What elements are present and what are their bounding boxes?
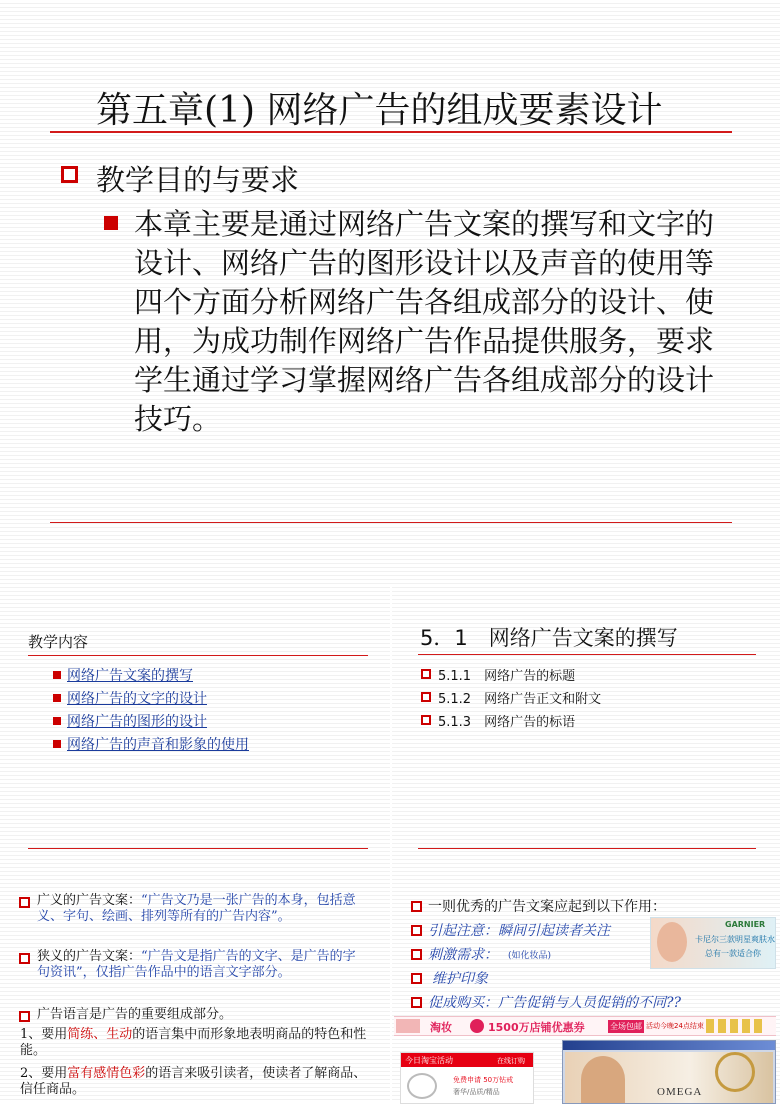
broad-label: 广义的广告文案： — [37, 893, 142, 908]
effect-item: 维护印象 — [432, 971, 488, 987]
hollow-square-bullet-icon — [19, 953, 30, 964]
point-two-highlight: 富有感情色彩 — [67, 1066, 146, 1081]
bullet-icon — [53, 671, 61, 679]
banner-badge-icon — [470, 1019, 484, 1033]
link-sound-video[interactable]: 网络广告的声音和影象的使用 — [67, 737, 249, 753]
content-header: 教学内容 — [28, 633, 89, 651]
hollow-square-bullet-icon — [411, 973, 422, 984]
effect-item: 刺激需求： — [428, 947, 498, 963]
section-title-rule — [418, 654, 756, 655]
point-one-highlight: 简练、生动 — [67, 1027, 133, 1042]
ad-text: 总有一款适合你 — [705, 949, 761, 958]
banner-products — [706, 1019, 766, 1033]
hollow-square-bullet-icon — [421, 669, 431, 679]
taobao-activity-panel — [400, 1052, 534, 1104]
subsection-item: 5.1.3 网络广告的标语 — [438, 715, 576, 730]
header-rule — [28, 655, 368, 656]
panel-line: 奢华/品质/精品 — [453, 1088, 500, 1096]
bottom-rule — [50, 522, 732, 523]
slide-title: 第五章(1) 网络广告的组成要素设计 — [96, 90, 663, 131]
narrow-definition — [37, 949, 367, 981]
bullet-icon — [53, 717, 61, 725]
point-one-prefix: 1、要用 — [20, 1027, 68, 1042]
panel-line: 免费申请 50万钻戒 — [453, 1076, 514, 1084]
omega-ad-image — [565, 1052, 773, 1103]
effect-sub-note: (如化妆品) — [508, 951, 552, 961]
watch-icon — [715, 1052, 755, 1092]
ad-brand: GARNIER — [725, 920, 766, 929]
point-one-rest: 的语言集中而形象地表明商品的特色和性能。 — [20, 1027, 367, 1058]
hollow-square-bullet-icon — [421, 692, 431, 702]
bullet-icon — [53, 740, 61, 748]
model-figure — [581, 1056, 625, 1103]
footer-rule — [28, 848, 368, 849]
omega-ad-window — [562, 1040, 776, 1104]
section-title: 5．1 网络广告文案的撰写 — [420, 626, 678, 650]
hollow-square-bullet-icon — [411, 925, 422, 936]
point-two — [20, 1066, 370, 1098]
link-text-design[interactable]: 网络广告的文字的设计 — [67, 691, 207, 707]
narrow-label: 狭义的广告文案： — [37, 949, 142, 964]
slide-divider — [390, 587, 392, 1102]
garnier-ad-image — [650, 917, 776, 969]
effects-intro: 一则优秀的广告文案应起到以下作用： — [428, 899, 666, 915]
broad-definition — [37, 893, 367, 925]
title-rule — [50, 131, 732, 133]
broad-text: “广告文乃是一张广告的本身，包括意义、字句、绘画、排列等所有的广告内容”。 — [37, 893, 356, 924]
hollow-square-bullet-icon — [411, 901, 422, 912]
hollow-square-bullet-icon — [19, 897, 30, 908]
ring-icon — [407, 1073, 437, 1099]
model-face — [657, 922, 687, 962]
effect-item: 促成购买：广告促销与人员促销的不同?? — [428, 995, 682, 1011]
hollow-square-bullet-icon — [61, 166, 78, 183]
banner-thumb — [396, 1019, 420, 1033]
banner-headline: 1500万店铺优惠券 — [488, 1021, 585, 1034]
hollow-square-bullet-icon — [19, 1011, 30, 1022]
omega-logo: OMEGA — [657, 1086, 703, 1098]
window-titlebar — [563, 1041, 775, 1050]
hollow-square-bullet-icon — [411, 949, 422, 960]
ad-text: 卡尼尔三款明星爽肤水 — [695, 935, 775, 944]
banner-logo: 淘妆 — [430, 1021, 452, 1034]
section-footer-rule — [418, 848, 756, 849]
objectives-paragraph: 本章主要是通过网络广告文案的撰写和文字的设计、网络广告的图形设计以及声音的使用等四个方面分析网络广告各组成部分的设计、使用，为成功制作网络广告作品提供服务，要求学生通过学习掌握网络广告各组成部分的设计技巧。 — [134, 207, 715, 436]
filled-square-bullet-icon — [104, 216, 118, 230]
section-heading: 教学目的与要求 — [96, 163, 300, 197]
hollow-square-bullet-icon — [411, 997, 422, 1008]
banner-tag: 全场包邮 — [610, 1022, 642, 1031]
link-graphic-design[interactable]: 网络广告的图形的设计 — [67, 714, 207, 730]
point-two-prefix: 2、要用 — [20, 1066, 68, 1081]
hollow-square-bullet-icon — [421, 715, 431, 725]
panel-title: 今日淘宝活动 — [405, 1056, 453, 1065]
effect-item: 引起注意：瞬间引起读者关注 — [428, 923, 610, 939]
panel-more-link[interactable]: 在线订购 — [497, 1057, 525, 1065]
banner-note: 活动今晚24点结束 — [646, 1022, 704, 1030]
point-two-rest: 的语言来吸引读者，使读者了解商品、信任商品。 — [20, 1066, 367, 1097]
language-statement: 广告语言是广告的重要组成部分。 — [37, 1007, 233, 1022]
taobao-banner-ad — [394, 1016, 776, 1036]
point-one — [20, 1027, 370, 1059]
subsection-item: 5.1.2 网络广告正文和附文 — [438, 692, 602, 707]
narrow-text: “广告文是指广告的文字、是广告的字句资讯”，仅指广告作品中的语言文字部分。 — [37, 949, 356, 980]
subsection-item: 5.1.1 网络广告的标题 — [438, 669, 576, 684]
link-copywriting[interactable]: 网络广告文案的撰写 — [67, 668, 193, 684]
bullet-icon — [53, 694, 61, 702]
